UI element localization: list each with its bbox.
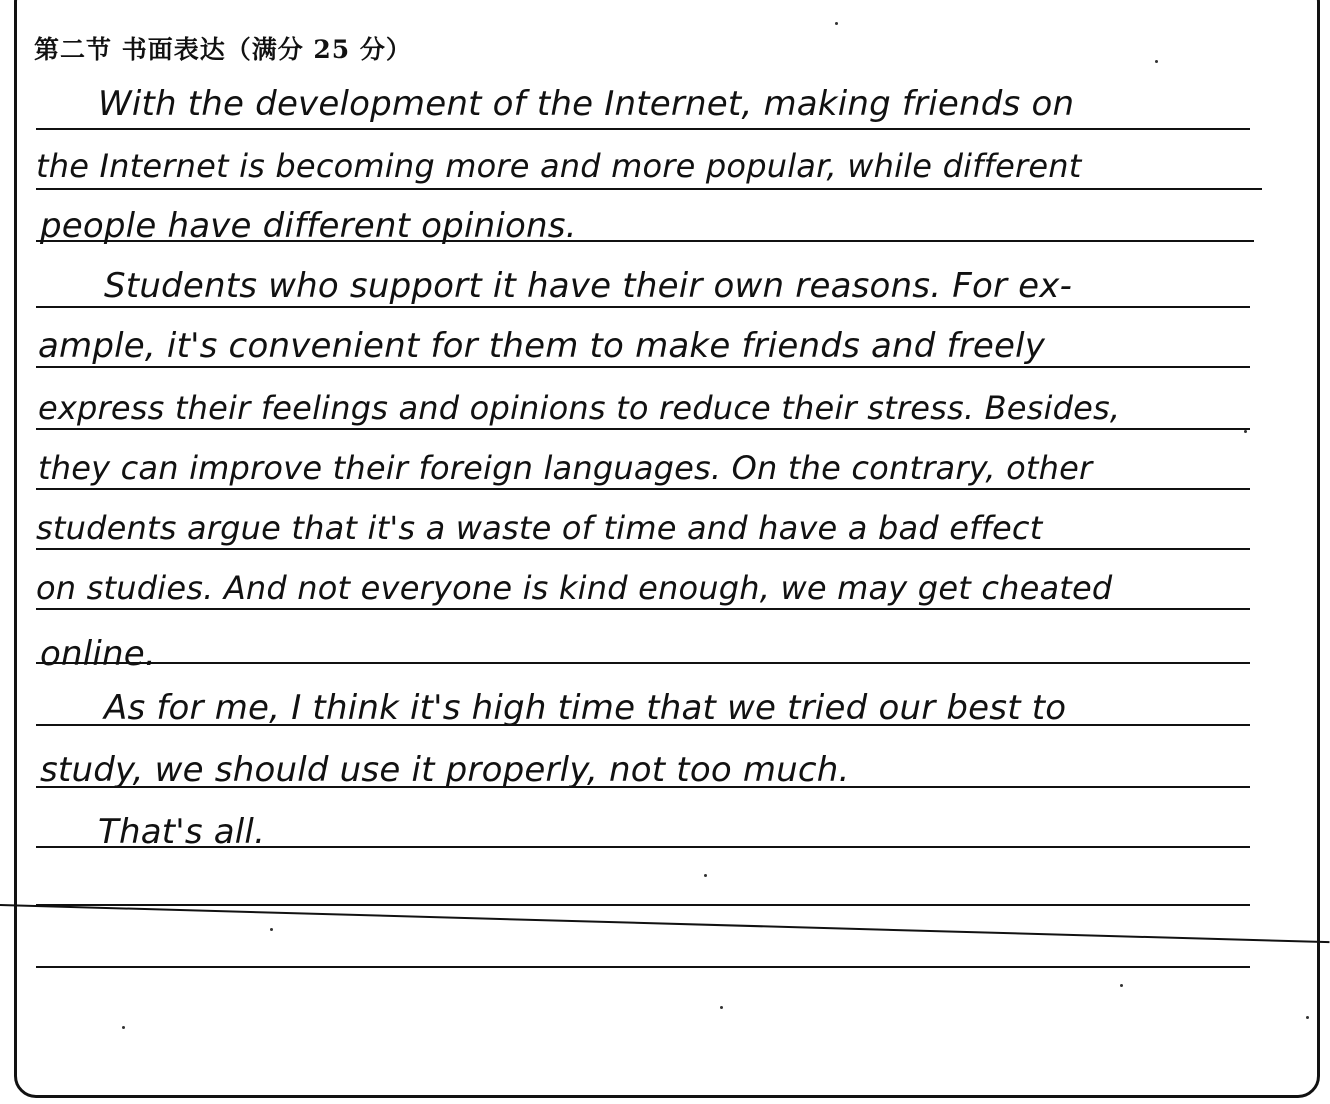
ruled-line-11 [36, 724, 1250, 726]
ruled-line-5 [36, 366, 1250, 368]
ruled-line-12 [36, 786, 1250, 788]
scan-speck [704, 874, 707, 877]
ruled-line-10 [36, 662, 1250, 664]
ruled-line-6 [36, 428, 1250, 430]
ruled-line-14 [36, 904, 1250, 906]
essay-line-13: That's all. [98, 812, 266, 852]
essay-line-9: on studies. And not everyone is kind enough, we may get cheated [36, 569, 1113, 607]
essay-line-4: Students who support it have their own reasons. For ex- [104, 266, 1073, 306]
ruled-line-13 [36, 846, 1250, 848]
essay-line-2: the Internet is becoming more and more popular, while different [36, 147, 1082, 185]
essay-line-10: online. [40, 634, 156, 674]
essay-line-8: students argue that it's a waste of time and have a bad effect [36, 509, 1043, 547]
essay-line-6: express their feelings and opinions to reduce their stress. Besides, [38, 389, 1121, 427]
essay-line-5: ample, it's convenient for them to make friends and freely [38, 326, 1046, 366]
essay-line-7: they can improve their foreign languages. On the contrary, other [38, 449, 1093, 487]
scan-speck [270, 928, 273, 931]
essay-line-3: people have different opinions. [40, 206, 577, 246]
ruled-line-4 [36, 306, 1250, 308]
ruled-line-3 [36, 240, 1254, 242]
ruled-line-7 [36, 488, 1250, 490]
essay-line-1: With the development of the Internet, making friends on [98, 84, 1075, 124]
section-heading: 第二节 书面表达（满分 25 分） [34, 35, 412, 64]
scan-speck [1244, 430, 1247, 433]
ruled-line-2 [36, 188, 1262, 190]
scan-speck [1306, 1016, 1309, 1019]
ruled-line-9 [36, 608, 1250, 610]
ruled-line-8 [36, 548, 1250, 550]
essay-line-12: study, we should use it properly, not too much. [40, 750, 850, 790]
scan-speck [835, 22, 838, 25]
scan-speck [1155, 60, 1158, 63]
ruled-line-15 [36, 966, 1250, 968]
scan-speck [122, 1026, 125, 1029]
scan-speck [1120, 984, 1123, 987]
ruled-line-1 [36, 128, 1250, 130]
essay-line-11: As for me, I think it's high time that we tried our best to [104, 688, 1067, 728]
scan-speck [720, 1006, 723, 1009]
